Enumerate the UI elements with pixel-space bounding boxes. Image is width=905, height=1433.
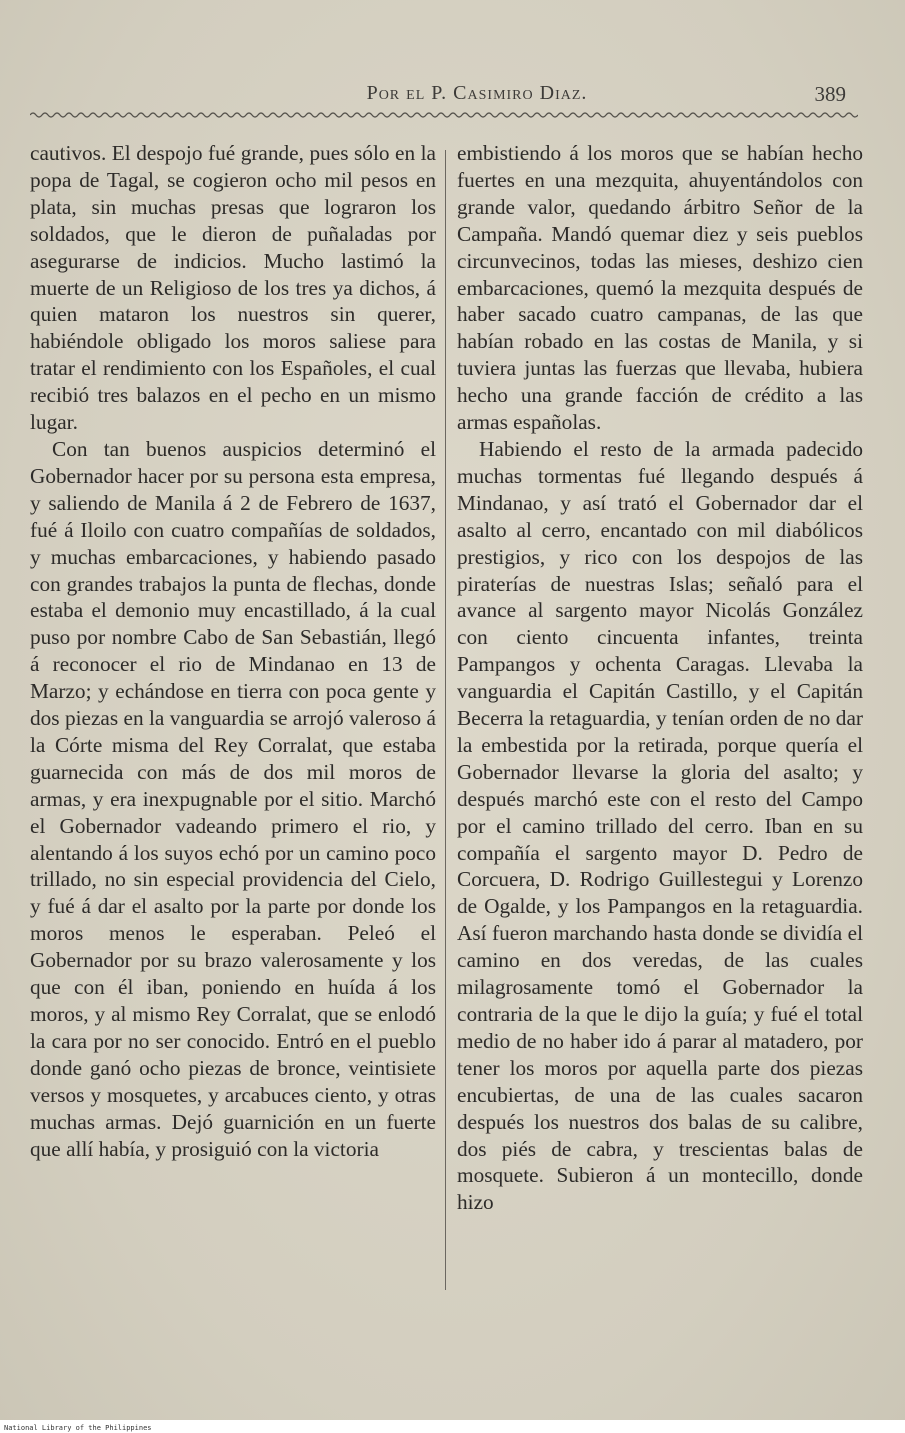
paragraph: embistiendo á los moros que se habían hecho fuertes en una mezquita, ahuyentándolos con grande valor, quedando árbitro Señor de la Campaña. Mandó quemar diez y seis pueblos circunvecinos, todas las mieses, deshizo cien embarcaciones, quemó la mezquita después de haber sacado cuatro campanas, de las que habían robado en las costas de Manila, y si tuviera juntas las fuerzas que llevaba, hubiera hecho una grande facción de crédito a las armas españolas. xyxy=(457,141,863,435)
page-number: 389 xyxy=(814,82,846,106)
title-name: Casimiro Diaz. xyxy=(453,82,588,104)
paragraph: Habiendo el resto de la armada padecido muchas tormentas fué llegando después á Mindanao, y así trató el Gobernador dar el asalto al cerro, encantado con mil diabólicos prestigios, y rico con los despojos de las piraterías de nuestras Islas; señaló para el avance al sargento mayor Nicolás González con ciento cincuenta infantes, treinta Pampangos y ochenta Caragas. Llevaba la vanguardia el Capitán Castillo, y el Capitán Becerra la retaguardia, y tenían orden de no dar la embestida por la retirada, porque quería el Gobernador llevarse la gloria del asalto; y después marchó este con el resto del Campo por el camino trillado del cerro. Iban en su compañía el sargento mayor D. Pedro de Corcuera, D. Rodrigo Guillestegui y Lorenzo de Ogalde, y los Pampangos en la retaguardia. Así fueron marchando hasta donde se dividía el camino en dos veredas, de las cuales milagrosamente tomó el Gobernador la contraria de la que le dijo la guía; y fué el total medio de no haber ido á parar al matadero, por tener los moros por aquella parte dos piezas encubiertas, de una de las cuales sacaron después los nuestros dos balas de su calibre, dos piés de cabra, y trescientas balas de mosquete. Subieron á un montecillo, donde hizo xyxy=(457,436,863,1215)
decorative-wavy-rule xyxy=(30,110,858,120)
left-text-column xyxy=(30,140,436,1162)
running-head xyxy=(30,82,870,112)
right-text-column xyxy=(457,140,863,1216)
column-divider xyxy=(445,150,446,1290)
scan-credit: National Library of the Philippines xyxy=(4,1424,152,1432)
title-prefix: Por el P. xyxy=(366,82,448,104)
paragraph: Con tan buenos auspicios determinó el Gobernador hacer por su persona esta empresa, y saliendo de Manila á 2 de Febrero de 1637, fué á Iloilo con cuatro compañías de soldados, y muchas embarcaciones, y habiendo pasado con grandes trabajos la punta de flechas, donde estaba el demonio muy encastillado, á la cual puso por nombre Cabo de San Sebastián, llegó á reconocer el rio de Mindanao en 13 de Marzo; y echándose en tierra con poca gente y dos piezas en la vanguardia se arrojó valeroso á la Córte misma del Rey Corralat, que estaba guarnecida con más de dos mil moros de armas, y era inexpugnable por el sitio. Marchó el Gobernador vadeando primero el rio, y alentando á los suyos echó por un camino poco trillado, no sin especial providencia del Cielo, y fué á dar el asalto por la parte por donde los moros menos le esperaban. Peleó el Gobernador por su brazo valerosamente y los que con él iban, poniendo en huída á los moros, y al mismo Rey Corralat, que se enlodó la cara por no ser conocido. Entró en el pueblo donde ganó ocho piezas de bronce, veintisiete versos y mosquetes, y arcabuces ciento, y otras muchas armas. Dejó guarnición en un fuerte que allí había, y prosiguió con la victoria xyxy=(30,436,436,1161)
running-title xyxy=(342,82,612,105)
paragraph: cautivos. El despojo fué grande, pues sólo en la popa de Tagal, se cogieron ocho mil pesos en plata, sin muchas presas que lograron los soldados, que le dieron de puñaladas por asegurarse de indicios. Mucho lastimó la muerte de un Religioso de los tres ya dichos, á quien mataron los nuestros sin querer, habiéndole obligado los moros saliese para tratar el rendimiento con los Españoles, el cual recibió tres balazos en el pecho en un mismo lugar. xyxy=(30,141,436,435)
